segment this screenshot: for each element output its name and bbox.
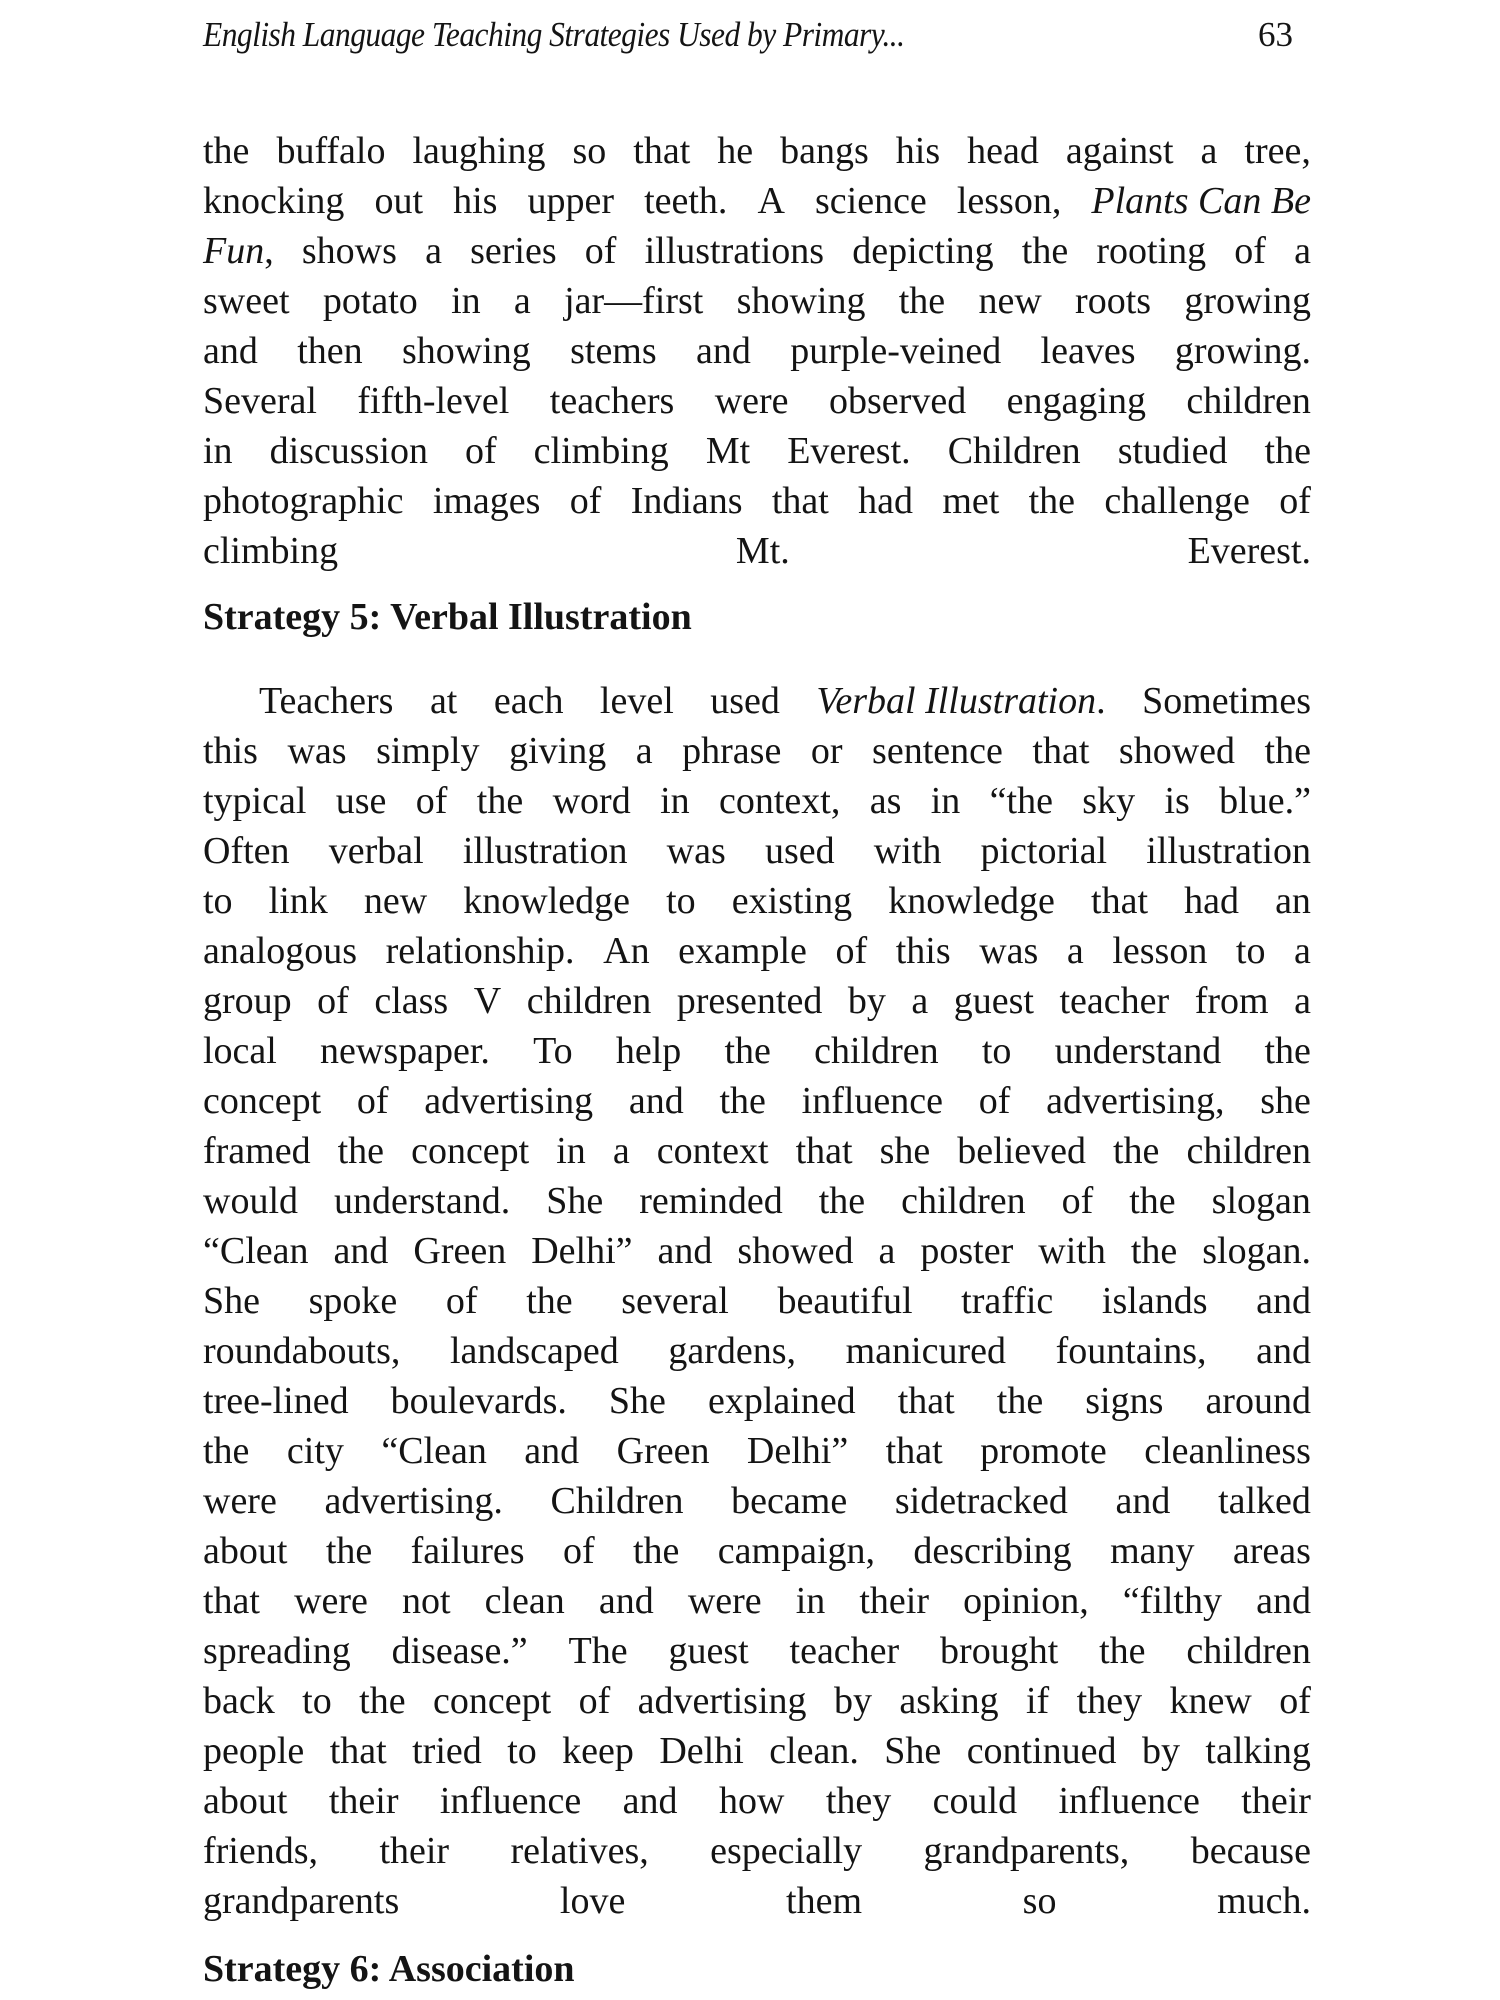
text-line: “Clean and Green Delhi” and showed a poster with the slogan. bbox=[203, 1230, 1311, 1272]
text-line: Often verbal illustration was used with pictorial illustration bbox=[203, 830, 1311, 872]
text-line: local newspaper. To help the children to understand the bbox=[203, 1030, 1311, 1072]
text-line: Fun, shows a series of illustrations depicting the rooting of a bbox=[203, 230, 1311, 272]
text-line: to link new knowledge to existing knowledge that had an bbox=[203, 880, 1311, 922]
text-line: She spoke of the several beautiful traffic islands and bbox=[203, 1280, 1311, 1322]
text-line: concept of advertising and the influence of advertising, she bbox=[203, 1080, 1311, 1122]
text-line: Teachers at each level used Verbal Illustration. Sometimes bbox=[259, 680, 1311, 722]
section-heading-strategy-5: Strategy 5: Verbal Illustration bbox=[203, 596, 692, 638]
text-line: tree-lined boulevards. She explained that the signs around bbox=[203, 1380, 1311, 1422]
text-line: grandparents love them so much. bbox=[203, 1880, 1312, 1922]
text-line: would understand. She reminded the children of the slogan bbox=[203, 1180, 1311, 1222]
text-line: knocking out his upper teeth. A science lesson, Plants Can Be bbox=[203, 180, 1311, 222]
text-line: and then showing stems and purple-veined leaves growing. bbox=[203, 330, 1311, 372]
text-line: friends, their relatives, especially grandparents, because bbox=[203, 1830, 1311, 1872]
text-line: climbing Mt. Everest. bbox=[203, 530, 1312, 572]
text-line: group of class V children presented by a guest teacher from a bbox=[203, 980, 1311, 1022]
text-line: people that tried to keep Delhi clean. She continued by talking bbox=[203, 1730, 1311, 1772]
text-line: roundabouts, landscaped gardens, manicured fountains, and bbox=[203, 1330, 1311, 1372]
section-heading-strategy-6: Strategy 6: Association bbox=[203, 1948, 575, 1990]
text-line: photographic images of Indians that had met the challenge of bbox=[203, 480, 1311, 522]
text-line: that were not clean and were in their opinion, “filthy and bbox=[203, 1580, 1311, 1622]
text-line: typical use of the word in context, as in “the sky is blue.” bbox=[203, 780, 1311, 822]
text-line: were advertising. Children became sidetracked and talked bbox=[203, 1480, 1311, 1522]
text-line: the buffalo laughing so that he bangs his head against a tree, bbox=[203, 130, 1311, 172]
running-header bbox=[203, 10, 1313, 60]
text-line: about the failures of the campaign, describing many areas bbox=[203, 1530, 1311, 1572]
text-line: about their influence and how they could influence their bbox=[203, 1780, 1311, 1822]
text-line: the city “Clean and Green Delhi” that promote cleanliness bbox=[203, 1430, 1311, 1472]
text-line: spreading disease.” The guest teacher brought the children bbox=[203, 1630, 1311, 1672]
strategy-5-paragraph bbox=[203, 676, 1311, 1926]
intro-paragraph bbox=[203, 126, 1311, 576]
text-line: back to the concept of advertising by asking if they knew of bbox=[203, 1680, 1311, 1722]
text-line: sweet potato in a jar—first showing the new roots growing bbox=[203, 280, 1311, 322]
running-title: English Language Teaching Strategies Used by Primary... bbox=[203, 15, 905, 54]
text-line: Several fifth-level teachers were observed engaging children bbox=[203, 380, 1311, 422]
text-line: analogous relationship. An example of this was a lesson to a bbox=[203, 930, 1311, 972]
text-line: in discussion of climbing Mt Everest. Children studied the bbox=[203, 430, 1311, 472]
text-line: this was simply giving a phrase or sentence that showed the bbox=[203, 730, 1311, 772]
text-line: framed the concept in a context that she believed the children bbox=[203, 1130, 1311, 1172]
page-number: 63 bbox=[1258, 15, 1293, 54]
